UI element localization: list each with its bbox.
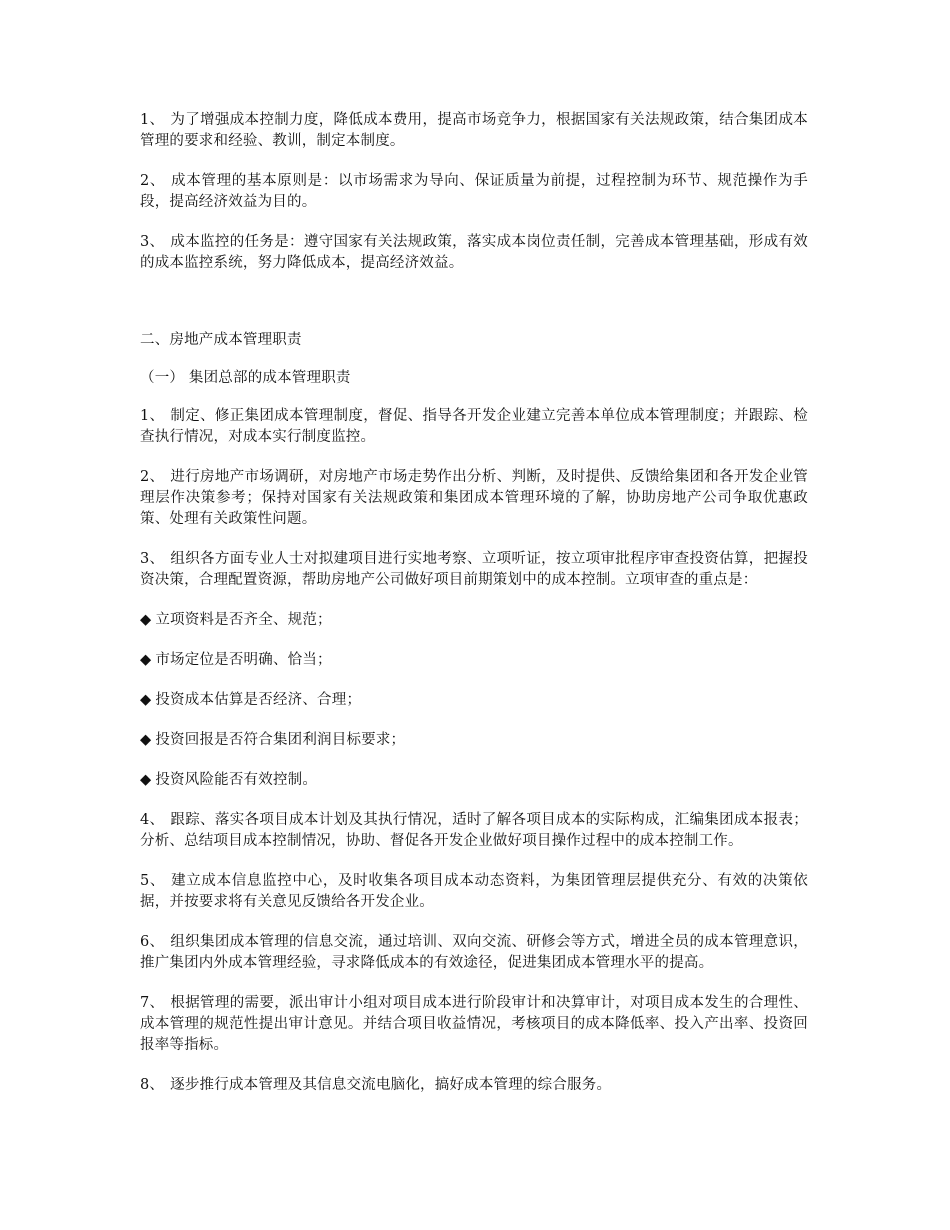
paragraph-number: 7、 (140, 995, 165, 1011)
duty-paragraph-7 (140, 993, 808, 1056)
paragraph-number: 1、 (140, 408, 165, 424)
paragraph-text: 建立成本信息监控中心，及时收集各项目成本动态资料，为集团管理层提供充分、有效的决策依据，并按要求将有关意见反馈给各开发企业。 (140, 873, 808, 910)
paragraph-text: 逐步推行成本管理及其信息交流电脑化，搞好成本管理的综合服务。 (170, 1077, 612, 1093)
bullet-item-1 (140, 610, 808, 631)
duty-paragraph-8 (140, 1075, 808, 1096)
subsection-title: （一） 集团总部的成本管理职责 (140, 370, 351, 386)
paragraph-text: 跟踪、落实各项目成本计划及其执行情况，适时了解各项目成本的实际构成，汇编集团成本报表；分析、总结项目成本控制情况，协助、督促各开发企业做好项目操作过程中的成本控制工作。 (140, 812, 808, 849)
paragraph-text: 制定、修正集团成本管理制度，督促、指导各开发企业建立完善本单位成本管理制度；并跟踪、检查执行情况，对成本实行制度监控。 (140, 408, 808, 445)
duty-paragraph-4 (140, 810, 808, 852)
diamond-bullet-icon: ◆ (140, 612, 152, 628)
paragraph-number: 2、 (140, 469, 165, 485)
document-page (140, 110, 808, 1115)
paragraph-text: 组织集团成本管理的信息交流，通过培训、双向交流、研修会等方式，增进全员的成本管理意识，推广集团内外成本管理经验，寻求降低成本的有效途径，促进集团成本管理水平的提高。 (140, 934, 808, 971)
paragraph-text: 组织各方面专业人士对拟建项目进行实地考察、立项听证，按立项审批程序审查投资估算，把握投资决策，合理配置资源，帮助房地产公司做好项目前期策划中的成本控制。立项审查的重点是： (140, 551, 808, 588)
bullet-text: 投资回报是否符合集团利润目标要求； (155, 732, 406, 748)
duty-paragraph-1 (140, 406, 808, 448)
paragraph-text: 进行房地产市场调研，对房地产市场走势作出分析、判断，及时提供、反馈给集团和各开发企业管理层作决策参考；保持对国家有关法规政策和集团成本管理环境的了解，协助房地产公司争取优惠政策、处理有关政策性问题。 (140, 469, 808, 527)
intro-paragraph-2 (140, 171, 808, 213)
duty-paragraph-3 (140, 549, 808, 591)
intro-paragraph-3 (140, 232, 808, 274)
paragraph-text: 成本监控的任务是：遵守国家有关法规政策，落实成本岗位责任制，完善成本管理基础，形成有效的成本监控系统，努力降低成本，提高经济效益。 (140, 234, 808, 271)
duty-paragraph-5 (140, 871, 808, 913)
paragraph-number: 6、 (140, 934, 165, 950)
paragraph-number: 4、 (140, 812, 165, 828)
paragraph-number: 3、 (140, 551, 165, 567)
diamond-bullet-icon: ◆ (140, 692, 152, 708)
bullet-item-4 (140, 730, 808, 751)
section-title: 二、房地产成本管理职责 (140, 332, 302, 348)
bullet-item-2 (140, 650, 808, 671)
bullet-text: 立项资料是否齐全、规范； (155, 612, 332, 628)
paragraph-text: 为了增强成本控制力度，降低成本费用，提高市场竞争力，根据国家有关法规政策，结合集团成本管理的要求和经验、教训，制定本制度。 (140, 112, 808, 149)
paragraph-number: 8、 (140, 1077, 165, 1093)
paragraph-number: 2、 (140, 173, 166, 189)
paragraph-number: 1、 (140, 112, 165, 128)
diamond-bullet-icon: ◆ (140, 652, 152, 668)
bullet-text: 投资风险能否有效控制。 (155, 772, 318, 788)
paragraph-text: 根据管理的需要，派出审计小组对项目成本进行阶段审计和决算审计，对项目成本发生的合理性、成本管理的规范性提出审计意见。并结合项目收益情况，考核项目的成本降低率、投入产出率、投资回报率等指标。 (140, 995, 808, 1053)
duty-paragraph-2 (140, 467, 808, 530)
duty-paragraph-6 (140, 932, 808, 974)
bullet-text: 市场定位是否明确、恰当； (155, 652, 332, 668)
diamond-bullet-icon: ◆ (140, 732, 152, 748)
bullet-item-5 (140, 770, 808, 791)
paragraph-number: 5、 (140, 873, 166, 889)
bullet-text: 投资成本估算是否经济、合理； (155, 692, 362, 708)
section-spacer (140, 293, 808, 330)
paragraph-text: 成本管理的基本原则是：以市场需求为导向、保证质量为前提，过程控制为环节、规范操作为手段，提高经济效益为目的。 (140, 173, 808, 210)
diamond-bullet-icon: ◆ (140, 772, 152, 788)
paragraph-number: 3、 (140, 234, 165, 250)
bullet-item-3 (140, 690, 808, 711)
intro-paragraph-1 (140, 110, 808, 152)
